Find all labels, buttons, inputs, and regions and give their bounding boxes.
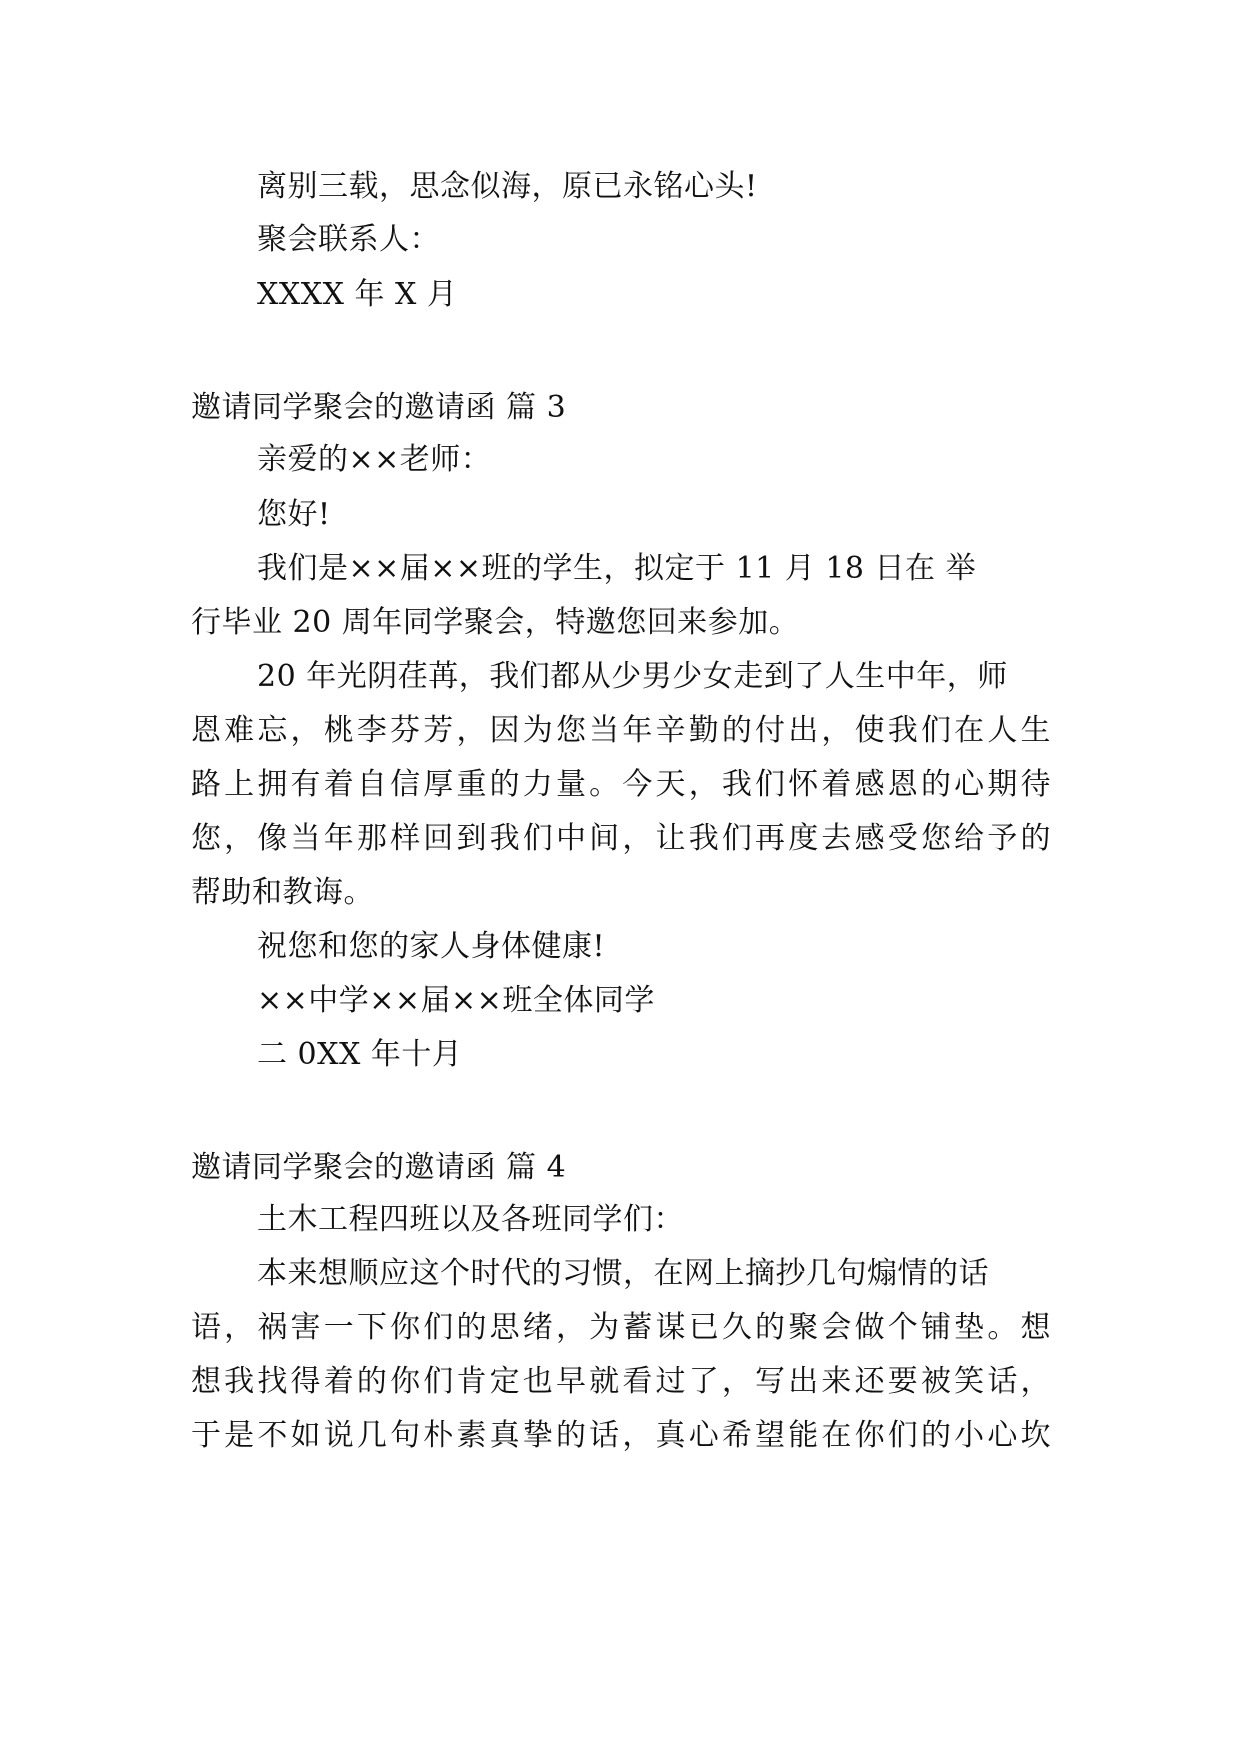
section-heading-4: 邀请同学聚会的邀请函 篇 4 (191, 1150, 567, 1185)
paragraph-line: 您，像当年那样回到我们中间，让我们再度去感受您给予的 (191, 821, 1051, 856)
closing-sentiment: 离别三载，思念似海，原已永铭心头! (257, 169, 758, 204)
paragraph-line: 本来想顺应这个时代的习惯，在网上摘抄几句煽情的话 (257, 1256, 989, 1291)
greeting: 您好! (257, 497, 331, 532)
paragraph-line: 20 年光阴荏苒，我们都从少男少女走到了人生中年，师 (257, 659, 1008, 694)
salutation: 土木工程四班以及各班同学们： (257, 1202, 684, 1237)
paragraph-line: 行毕业 20 周年同学聚会，特邀您回来参加。 (191, 605, 800, 640)
paragraph-line: 想我找得着的你们肯定也早就看过了，写出来还要被笑话， (191, 1364, 1051, 1399)
paragraph-line: 路上拥有着自信厚重的力量。今天，我们怀着感恩的心期待 (191, 767, 1051, 802)
contact-label: 聚会联系人： (257, 222, 440, 257)
paragraph-line: 帮助和教诲。 (191, 875, 374, 910)
paragraph-line: 于是不如说几句朴素真挚的话，真心希望能在你们的小心坎 (191, 1418, 1051, 1453)
paragraph-line: 我们是××届××班的学生，拟定于 11 月 18 日在 举 (257, 551, 977, 586)
section-heading-3: 邀请同学聚会的邀请函 篇 3 (191, 390, 567, 425)
blessing: 祝您和您的家人身体健康! (257, 929, 606, 964)
signature: ××中学××届××班全体同学 (257, 983, 655, 1018)
paragraph-line: 语，祸害一下你们的思绪，为蓄谋已久的聚会做个铺垫。想 (191, 1310, 1051, 1345)
salutation: 亲爱的××老师： (257, 442, 492, 477)
paragraph-line: 恩难忘，桃李芬芳，因为您当年辛勤的付出，使我们在人生 (191, 713, 1051, 748)
date-line: XXXX 年 X 月 (257, 277, 458, 312)
signature-date: 二 0XX 年十月 (257, 1037, 463, 1072)
